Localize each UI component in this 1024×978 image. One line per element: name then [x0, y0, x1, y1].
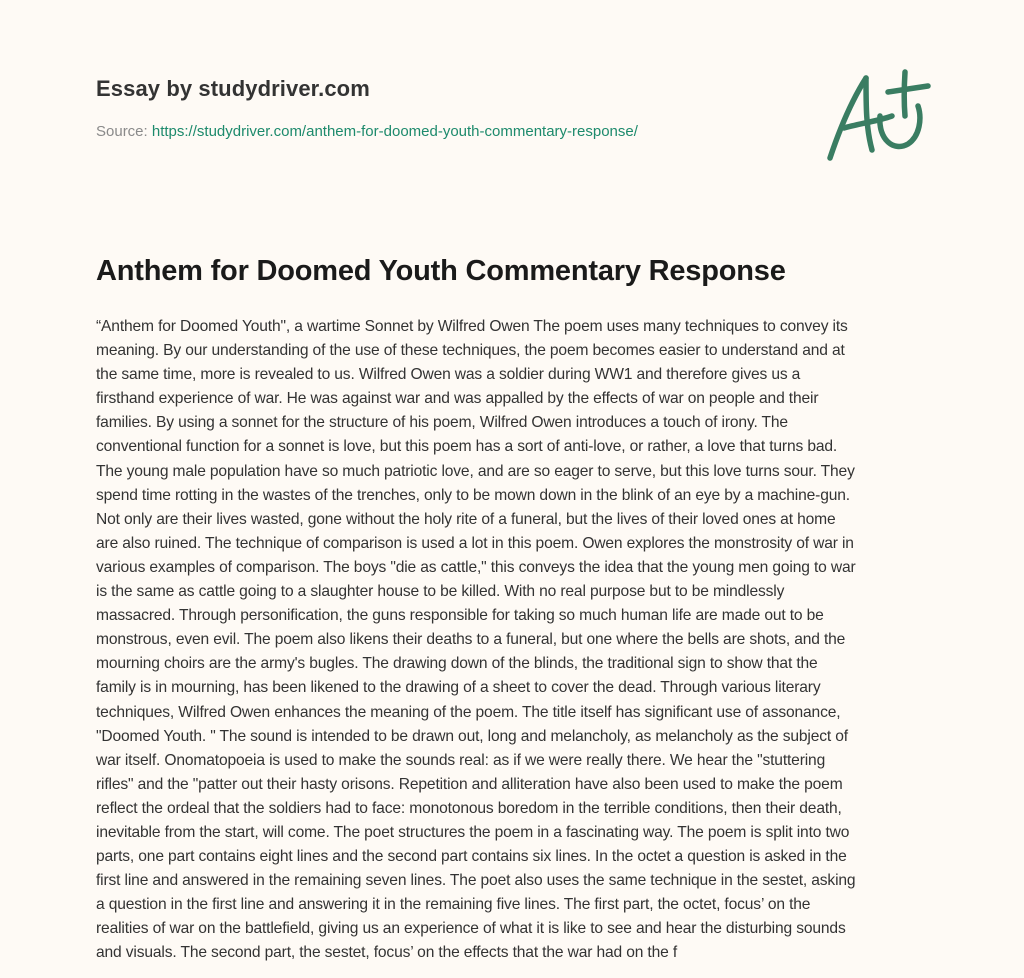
body-line: family is in mourning, has been likened to the drawing of a sheet to cover the dead. Through various literary: [96, 679, 821, 697]
body-line: “Anthem for Doomed Youth", a wartime Sonnet by Wilfred Owen The poem uses many techniques to convey its: [96, 318, 848, 335]
body-line: is the same as cattle going to a slaughter house to be killed. With no real purpose but to be mindlessly: [96, 583, 785, 601]
a-plus-grade-icon: [822, 66, 932, 166]
page-header: [96, 0, 936, 200]
body-line: families. By using a sonnet for the structure of his poem, Wilfred Owen introduces a touch of irony. The: [96, 414, 788, 432]
article-title: Anthem for Doomed Youth Commentary Response: [96, 255, 786, 287]
body-line: parts, one part contains eight lines and the second part contains six lines. In the octet a question is asked in the: [96, 848, 847, 866]
body-line: firsthand experience of war. He was against war and was appalled by the effects of war on people and their: [96, 390, 819, 408]
body-line: The young male population have so much patriotic love, and are so eager to serve, but this love turns sour. They: [96, 462, 855, 480]
body-line: are also ruined. The technique of comparison is used a lot in this poem. Owen explores the monstrosity of war in: [96, 534, 854, 552]
body-line: reflect the ordeal that the soldiers had to face: monotonous boredom in the terrible conditions, then their death,: [96, 799, 842, 817]
body-line: techniques, Wilfred Owen enhances the meaning of the poem. The title itself has significant use of assonance,: [96, 703, 841, 721]
body-line: various examples of comparison. The boys "die as cattle," this conveys the idea that the young men going to war: [96, 558, 856, 576]
body-line: rifles" and the "patter out their hasty orisons. Repetition and alliteration have also been used to make the poem: [96, 775, 843, 793]
body-line: "Doomed Youth. " The sound is intended to be drawn out, long and melancholy, as melancholy as the subject of: [96, 727, 848, 745]
body-line: war itself. Onomatopoeia is used to make the sounds real: as if we were really there. We hear the "stuttering: [96, 751, 826, 769]
source-line: [96, 123, 638, 141]
body-line: conventional function for a sonnet is love, but this poem has a sort of anti-love, or rather, a love that turns bad.: [96, 438, 838, 456]
body-line: Not only are their lives wasted, gone without the holy rite of a funeral, but the lives of their loved ones at home: [96, 510, 836, 528]
body-line: spend time rotting in the wastes of the trenches, only to be mown down in the blink of an eye by a machine-gun.: [96, 486, 850, 504]
source-link[interactable]: https://studydriver.com/anthem-for-doomed-youth-commentary-response/: [151, 123, 638, 140]
body-line: massacred. Through personification, the guns responsible for taking so much human life are made out to be: [96, 607, 824, 625]
body-line: inevitable from the start, will come. The poet structures the poem in a fascinating way. The poem is split into two: [96, 823, 850, 841]
article-body: [96, 315, 936, 966]
site-title: Essay by studydriver.com: [96, 76, 370, 101]
body-line: the same time, more is revealed to us. Wilfred Owen was a soldier during WW1 and therefore gives us a: [96, 366, 801, 384]
body-line: and visuals. The second part, the sestet, focus’ on the effects that the war had on the f: [96, 944, 678, 962]
body-line: meaning. By our understanding of the use of these techniques, the poem becomes easier to understand and at: [96, 342, 845, 360]
source-label: Source:: [96, 123, 148, 140]
body-line: realities of war on the battlefield, giving us an experience of what it is like to see and hear the disturbing sounds: [96, 920, 846, 938]
body-line: first line and answered in the remaining seven lines. The poet also uses the same technique in the sestet, asking: [96, 872, 856, 890]
body-line: a question in the first line and answering it in the remaining five lines. The first part, the octet, focus’ on the: [96, 896, 811, 914]
body-line: monstrous, even evil. The poem also likens their deaths to a funeral, but one where the bells are shots, and the: [96, 631, 846, 649]
body-line: mourning choirs are the army's bugles. The drawing down of the blinds, the traditional sign to show that the: [96, 655, 818, 673]
